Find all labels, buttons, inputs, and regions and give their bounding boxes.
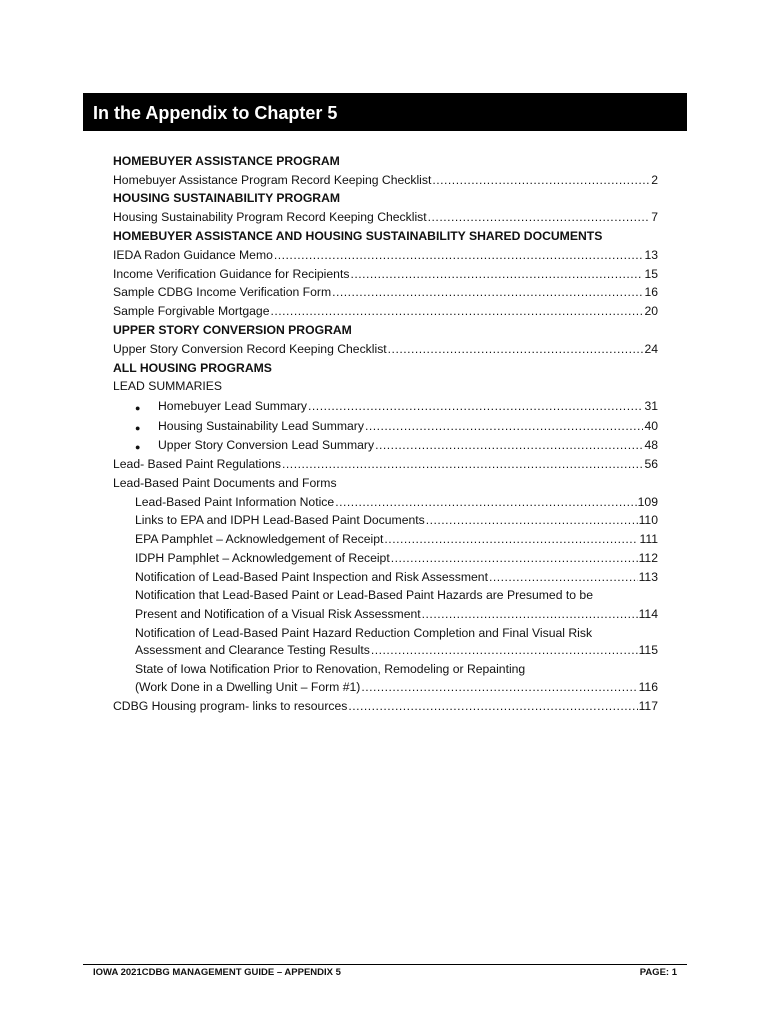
toc-entry[interactable]	[113, 243, 658, 262]
toc-entry-label: Sample CDBG Income Verification Form	[113, 285, 332, 300]
toc-entry-label: Lead- Based Paint Regulations	[113, 456, 282, 471]
toc-entry-page: 2	[651, 172, 658, 187]
toc-entry[interactable]	[113, 413, 658, 433]
toc-entry-page: 20	[644, 304, 658, 319]
toc-entry-label: Homebuyer Lead Summary	[158, 398, 308, 413]
toc-entry-label: EPA Pamphlet – Acknowledgement of Receipt	[135, 532, 384, 547]
toc-entry[interactable]	[113, 452, 658, 471]
toc-entry-page: 13	[644, 247, 658, 262]
toc-entry-label: (Work Done in a Dwelling Unit – Form #1)	[135, 680, 361, 695]
toc-entry[interactable]	[113, 262, 658, 281]
bullet-icon: ●	[135, 402, 141, 413]
toc-entry-page: 7	[651, 210, 658, 225]
toc-entry-label: Upper Story Conversion Lead Summary	[158, 438, 375, 453]
toc-entry-page: 115	[638, 643, 658, 658]
page-number: PAGE: 1	[639, 967, 677, 978]
toc-entry-label: Assessment and Clearance Testing Results	[135, 643, 370, 658]
toc-entry[interactable]	[113, 490, 658, 509]
toc-entry[interactable]	[113, 527, 658, 546]
toc-entry[interactable]	[113, 546, 658, 565]
toc-entry-label: Notification that Lead-Based Paint or Lead-Based Paint Hazards are Presumed to be	[135, 588, 593, 603]
toc-entry-label: Links to EPA and IDPH Lead-Based Paint Documents	[135, 513, 425, 528]
toc-entry[interactable]	[113, 584, 658, 621]
subsection-heading: Lead-Based Paint Documents and Forms	[113, 475, 337, 490]
toc-entry[interactable]	[113, 337, 658, 356]
toc-entry-page: 113	[638, 569, 658, 584]
toc-entry-page: 109	[637, 494, 658, 509]
footer-divider	[83, 964, 687, 965]
toc-entry-label: Sample Forgivable Mortgage	[113, 304, 270, 319]
bullet-icon: ●	[135, 422, 141, 433]
toc-entry-label: IDPH Pamphlet – Acknowledgement of Receipt	[135, 550, 390, 565]
toc-entry[interactable]	[113, 565, 658, 584]
toc-entry-label: Income Verification Guidance for Recipients	[113, 266, 350, 281]
section-heading: HOMEBUYER ASSISTANCE AND HOUSING SUSTAINABILITY SHARED DOCUMENTS	[113, 228, 603, 243]
toc-entry[interactable]	[113, 393, 658, 413]
toc-entry-label: State of Iowa Notification Prior to Renovation, Remodeling or Repainting	[135, 661, 526, 676]
toc-entry-page: 40	[644, 418, 658, 433]
subsection-heading: LEAD SUMMARIES	[113, 379, 223, 394]
toc-entry-page: 56	[644, 456, 658, 471]
toc-entry-label: Lead-Based Paint Information Notice	[135, 494, 335, 509]
bullet-icon: ●	[135, 442, 141, 453]
toc-entry-page: 117	[638, 699, 658, 714]
toc-entry-page: 111	[639, 532, 658, 547]
toc-entry-label: Present and Notification of a Visual Risk Assessment	[135, 607, 421, 622]
chapter-title: In the Appendix to Chapter 5	[93, 103, 338, 123]
toc-entry[interactable]	[113, 168, 658, 187]
toc-entry-page: 116	[638, 680, 658, 695]
toc-entry[interactable]	[113, 694, 658, 713]
toc-entry[interactable]	[113, 509, 658, 528]
toc-entry-page: 16	[644, 285, 658, 300]
toc-entry[interactable]	[113, 621, 658, 657]
toc-entry[interactable]	[113, 205, 658, 224]
toc-entry-page: 24	[644, 341, 658, 356]
page-footer	[93, 967, 677, 978]
toc-entry-label: CDBG Housing program- links to resources	[113, 699, 348, 714]
section-heading: ALL HOUSING PROGRAMS	[113, 360, 272, 375]
table-of-contents	[113, 149, 658, 713]
toc-entry-label: Notification of Lead-Based Paint Inspection and Risk Assessment	[135, 569, 488, 584]
section-heading: HOMEBUYER ASSISTANCE PROGRAM	[113, 153, 340, 168]
footer-title: IOWA 2021CDBG MANAGEMENT GUIDE – APPENDIX 5	[93, 967, 341, 978]
chapter-banner	[83, 93, 687, 131]
toc-entry-label: Upper Story Conversion Record Keeping Checklist	[113, 341, 387, 356]
toc-entry-page: 110	[638, 513, 658, 528]
toc-entry-page: 15	[644, 266, 658, 281]
toc-entry-page: 48	[644, 438, 658, 453]
toc-entry-page: 112	[638, 550, 658, 565]
section-heading: HOUSING SUSTAINABILITY PROGRAM	[113, 191, 341, 206]
toc-entry-label: Housing Sustainability Lead Summary	[158, 418, 364, 433]
toc-entry-page: 31	[644, 398, 658, 413]
toc-entry[interactable]	[113, 657, 658, 694]
toc-entry-page: 114	[638, 607, 658, 622]
toc-entry-label: Notification of Lead-Based Paint Hazard Reduction Completion and Final Visual Risk	[135, 625, 593, 640]
toc-entry-label: Homebuyer Assistance Program Record Keeping Checklist	[113, 172, 432, 187]
toc-entry[interactable]	[113, 281, 658, 300]
toc-entry[interactable]	[113, 433, 658, 453]
toc-entry[interactable]	[113, 299, 658, 318]
toc-entry-label: Housing Sustainability Program Record Keeping Checklist	[113, 210, 427, 225]
toc-entry-label: IEDA Radon Guidance Memo	[113, 247, 273, 262]
section-heading: UPPER STORY CONVERSION PROGRAM	[113, 322, 352, 337]
